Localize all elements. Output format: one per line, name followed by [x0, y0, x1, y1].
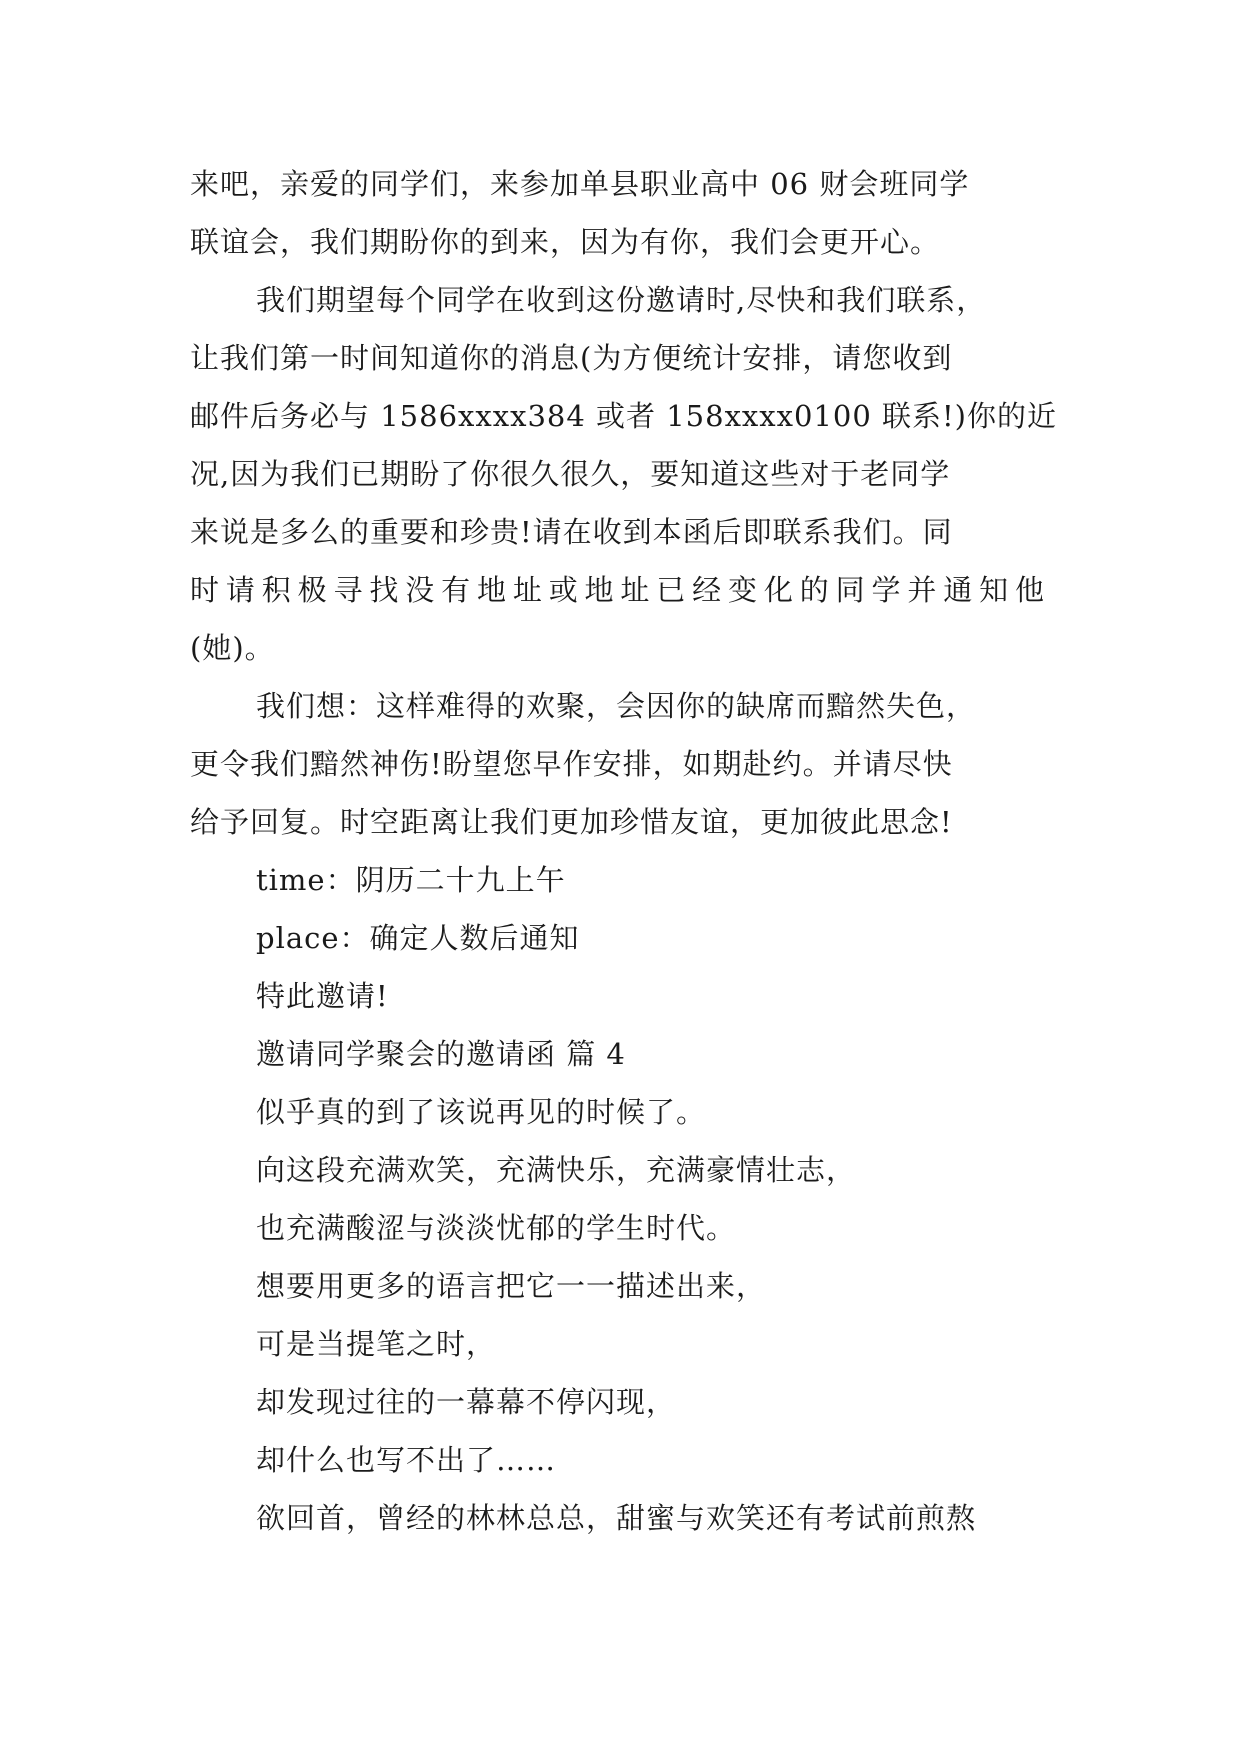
text-line: 我们想：这样难得的欢聚，会因你的缺席而黯然失色，	[256, 689, 977, 723]
text-line: 特此邀请!	[256, 979, 389, 1013]
text-line: 可是当提笔之时，	[256, 1327, 497, 1361]
text-line: 邮件后务必与 1586xxxx384 或者 158xxxx0100 联系!)你的近	[190, 399, 1057, 433]
text-line: 更令我们黯然神伤!盼望您早作安排，如期赴约。并请尽快	[190, 747, 953, 781]
text-line: place：确定人数后通知	[256, 921, 580, 955]
section-heading: 邀请同学聚会的邀请函 篇 4	[256, 1037, 626, 1071]
text-line: 也充满酸涩与淡淡忧郁的学生时代。	[256, 1211, 737, 1245]
text-line: time：阴历二十九上午	[256, 863, 566, 897]
text-line: 却什么也写不出了……	[256, 1443, 557, 1477]
document-body	[190, 155, 1070, 1547]
text-line: 却发现过往的一幕幕不停闪现，	[256, 1385, 677, 1419]
text-line: 来说是多么的重要和珍贵!请在收到本函后即联系我们。同	[190, 515, 953, 549]
text-line: 欲回首，曾经的林林总总，甜蜜与欢笑还有考试前煎熬	[256, 1501, 977, 1535]
text-line: 来吧，亲爱的同学们，来参加单县职业高中 06 财会班同学	[190, 167, 970, 201]
text-line: (她)。	[190, 631, 275, 665]
text-line: 似乎真的到了该说再见的时候了。	[256, 1095, 707, 1129]
text-line: 想要用更多的语言把它一一描述出来，	[256, 1269, 767, 1303]
text-line: 联谊会，我们期盼你的到来，因为有你，我们会更开心。	[190, 225, 941, 259]
text-line: 况,因为我们已期盼了你很久很久，要知道这些对于老同学	[190, 457, 951, 491]
text-line: 时请积极寻找没有地址或地址已经变化的同学并通知他	[190, 573, 1045, 607]
text-line: 让我们第一时间知道你的消息(为方便统计安排，请您收到	[190, 341, 953, 375]
text-line: 向这段充满欢笑，充满快乐，充满豪情壮志，	[256, 1153, 857, 1187]
text-line: 我们期望每个同学在收到这份邀请时,尽快和我们联系，	[256, 283, 987, 317]
text-line: 给予回复。时空距离让我们更加珍惜友谊，更加彼此思念!	[190, 805, 953, 839]
